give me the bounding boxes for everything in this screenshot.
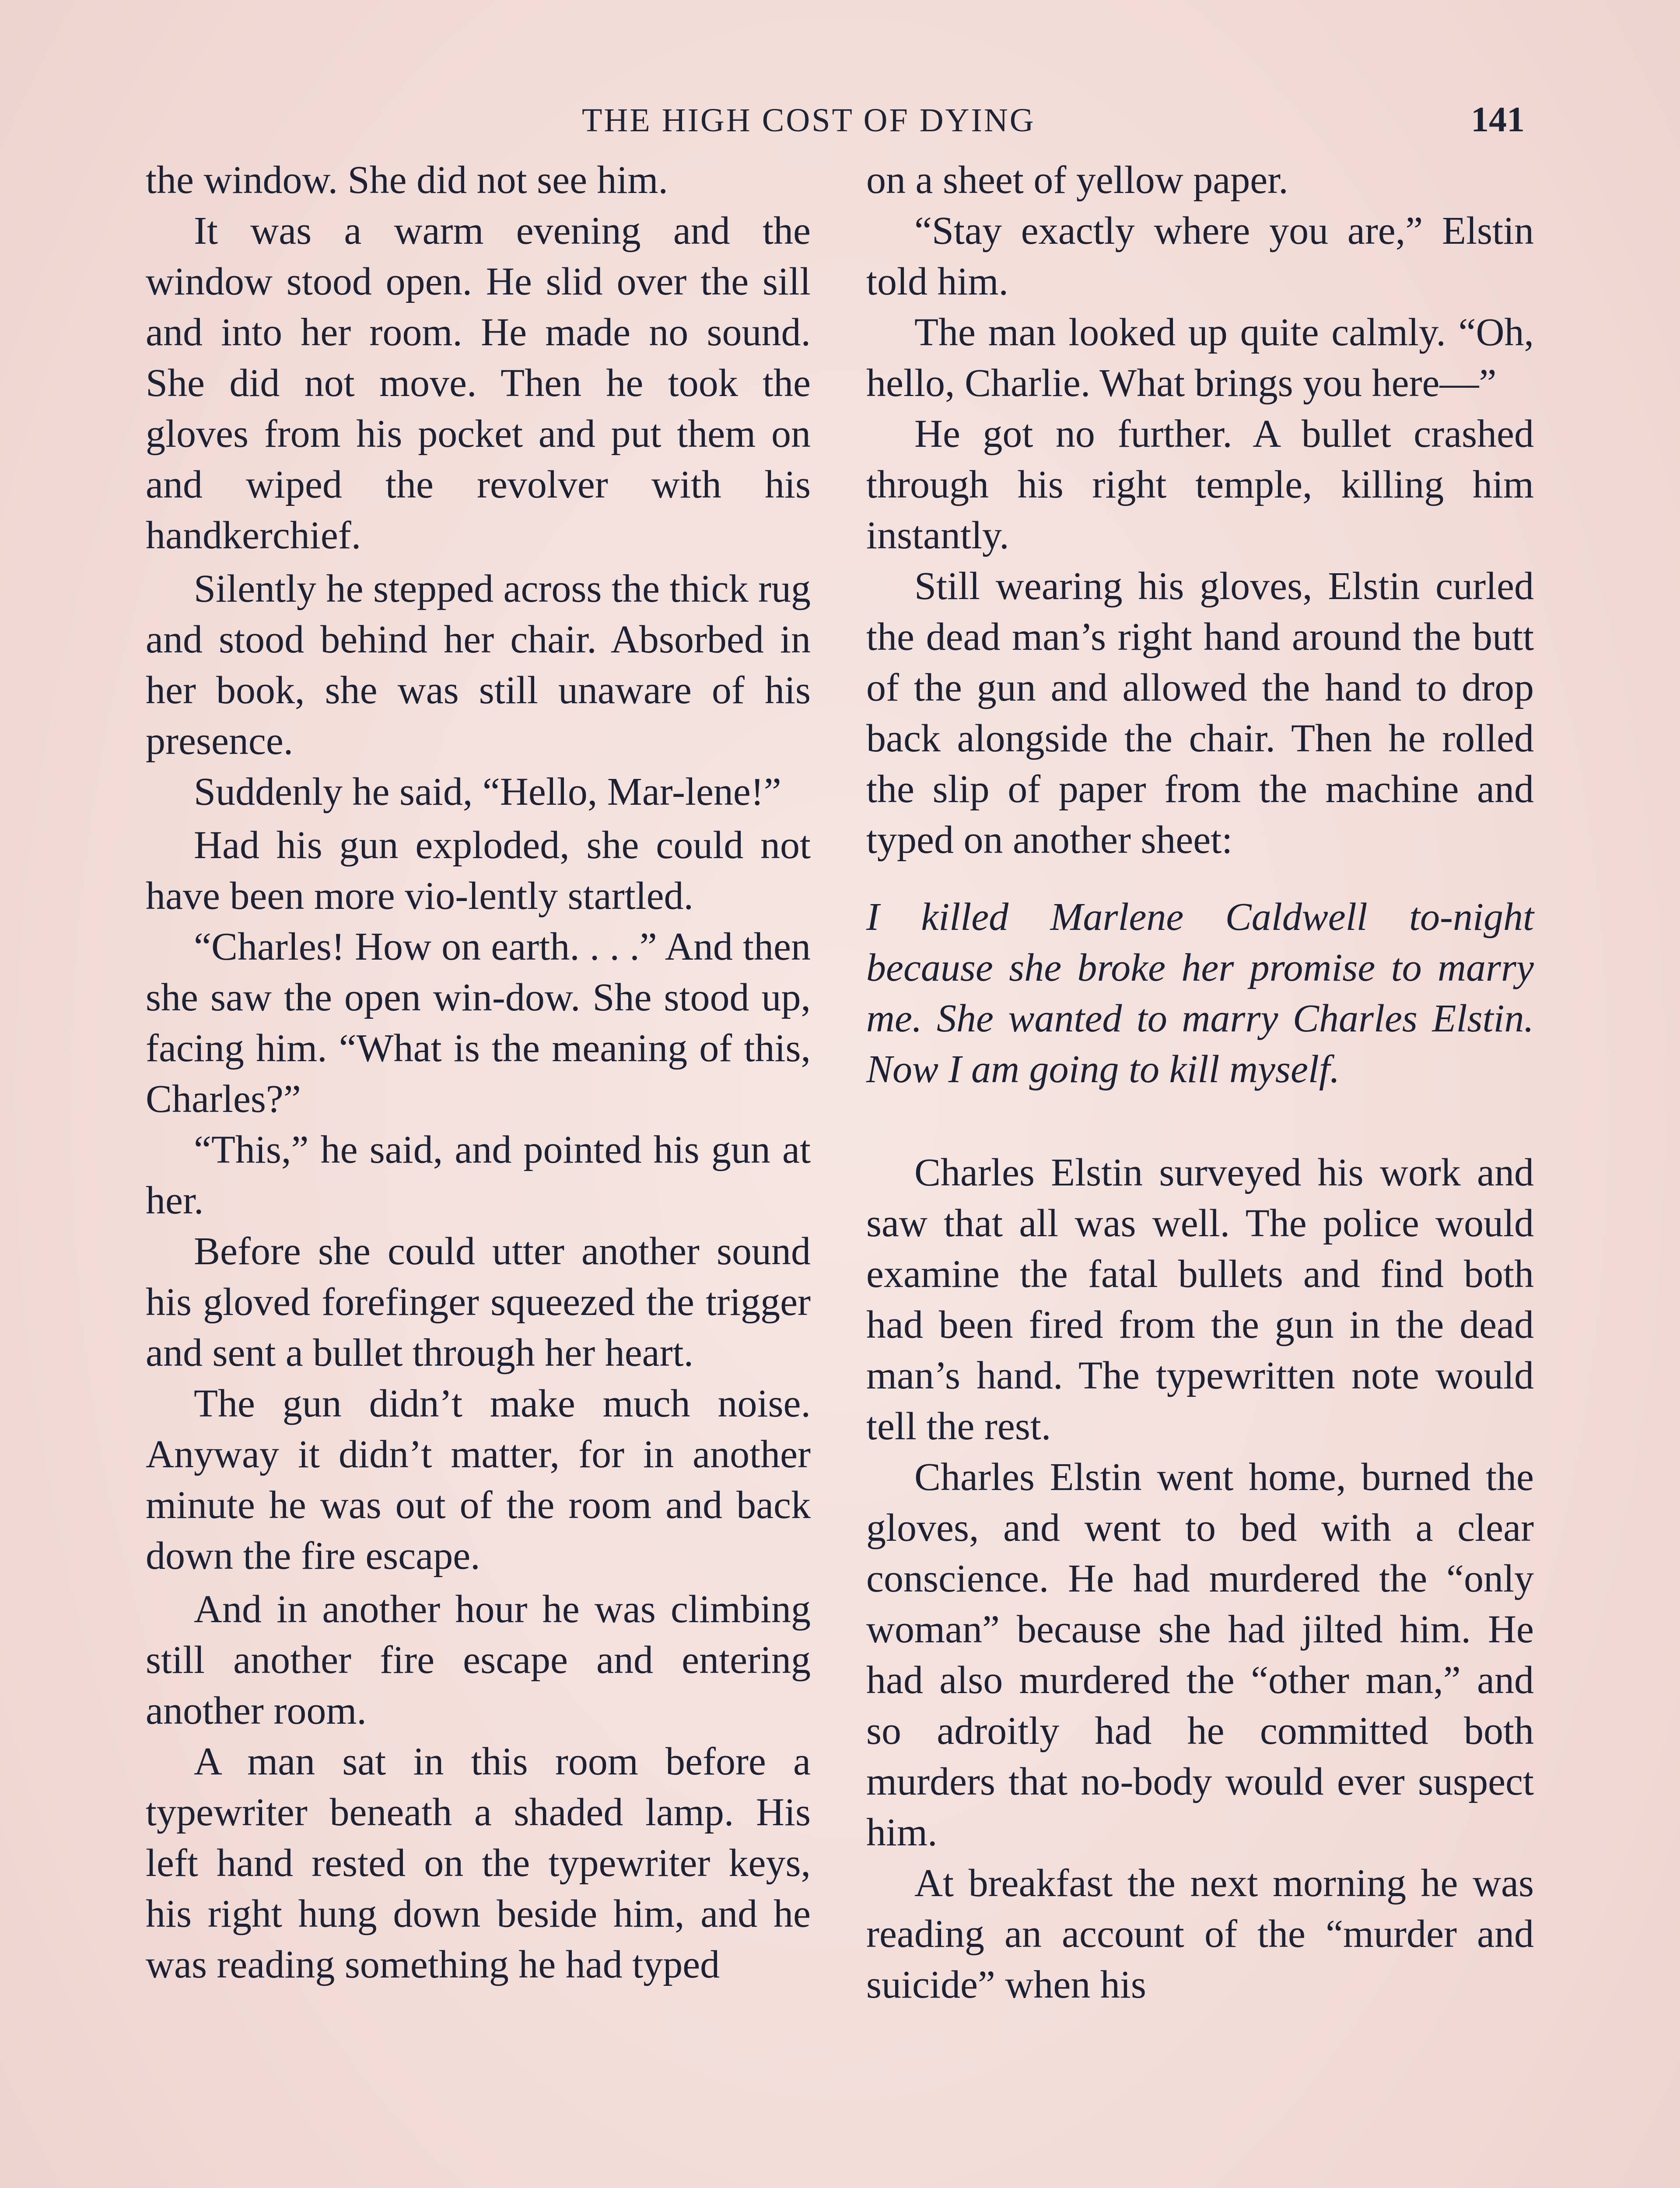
paragraph: Before she could utter another sound his gloved forefinger squeezed the trigger and sent a bullet through her heart. (146, 1230, 811, 1375)
paragraph: “Stay exactly where you are,” Elstin told him. (866, 209, 1534, 303)
paragraph: At breakfast the next morning he was reading an account of the “murder and suicide” when his (866, 1862, 1534, 2006)
paragraph: He got no further. A bullet crashed through his right temple, killing him instantly. (866, 412, 1534, 557)
right-text-column (866, 155, 1534, 2010)
paragraph: Charles Elstin went home, burned the gloves, and went to bed with a clear conscience. He had murdered the “only woman” because she had jilted him. He had also murdered the “other man,” and so adroitly had he committed both murders that no-body would ever suspect him. (866, 1455, 1534, 1854)
paragraph: The gun didn’t make much noise. Anyway it didn’t matter, for in another minute he was out of the room and back down the fire escape. (146, 1382, 811, 1578)
paragraph: A man sat in this room before a typewriter beneath a shaded lamp. His left hand rested on the typewriter keys, his right hung down beside him, and he was reading something he had typed (146, 1740, 811, 1986)
paragraph: “This,” he said, and pointed his gun at her. (146, 1128, 811, 1222)
paragraph: Still wearing his gloves, Elstin curled the dead man’s right hand around the butt of the gun and allowed the hand to drop back alongside the chair. Then he rolled the slip of paper from the machine and typed on another sheet: (866, 565, 1534, 862)
paragraph: on a sheet of yellow paper. (866, 158, 1288, 202)
paragraph: “Charles! How on earth. . . .” And then she saw the open win-dow. She stood up, facing him. “What is the meaning of this, Charles?” (146, 925, 811, 1121)
paragraph: The man looked up quite calmly. “Oh, hello, Charlie. What brings you here—” (866, 311, 1534, 405)
paragraph: Suddenly he said, “Hello, Mar-lene!” (194, 770, 781, 813)
left-text-column (146, 155, 811, 1990)
paragraph: Silently he stepped across the thick rug and stood behind her chair. Absorbed in her book, she was still unaware of his presence. (146, 567, 811, 763)
typed-suicide-note: I killed Marlene Caldwell to-night because she broke her promise to marry me. She wanted to marry Charles Elstin. Now I am going to kill myself. (866, 895, 1534, 1091)
page-number: 141 (1471, 99, 1525, 139)
paragraph: It was a warm evening and the window stood open. He slid over the sill and into her room. He made no sound. She did not move. Then he took the gloves from his pocket and put them on and wiped the revolver with his handkerchief. (146, 209, 811, 557)
paragraph: the window. She did not see him. (146, 158, 668, 202)
paragraph: Charles Elstin surveyed his work and saw that all was well. The police would examine the fatal bullets and find both had been fired from the gun in the dead man’s hand. The typewritten note would tell the rest. (866, 1151, 1534, 1448)
paragraph: Had his gun exploded, she could not have been more vio-lently startled. (146, 824, 811, 918)
paragraph: And in another hour he was climbing still another fire escape and entering another room. (146, 1588, 811, 1732)
running-header-title: THE HIGH COST OF DYING (582, 102, 1036, 139)
